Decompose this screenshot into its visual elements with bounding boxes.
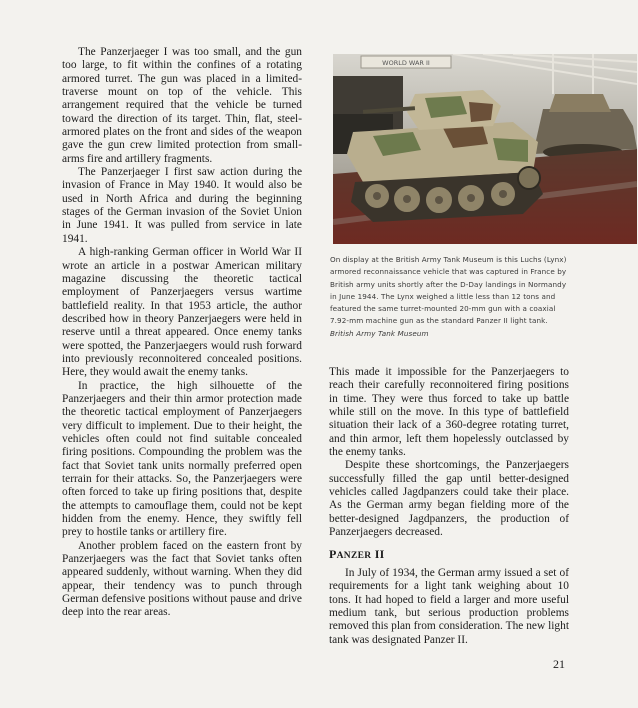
paragraph: Despite these shortcomings, the Panzerjaegers successfully filled the gap until better-designed vehicles called Jagdpanzers could take their place. As the German army began fielding more of the better-designed Jagdpanzers, the production of Panzerjaegers decreased.	[329, 459, 569, 539]
heading-small-caps: ANZER	[336, 551, 372, 562]
museum-sign-text: WORLD WAR II	[382, 59, 430, 67]
tank-photo	[333, 54, 637, 244]
paragraph: Another problem faced on the eastern front by Panzerjaegers was the fact that Soviet tanks often appeared suddenly, without warning. When they did appear, their tendency was to punch through German defensive positions without pause and drive deep into the rear areas.	[62, 539, 302, 619]
heading-initial: P	[329, 547, 337, 562]
paragraph: In practice, the high silhouette of the Panzerjaegers and their thin armor protection made the theoretic tactical employment of Panzerjaegers very difficult to implement. Due to their height, the vehicles often could not find suitable concealed firing positions. Compounding the problem was the fact that Soviet tank units normally preferred open terrain for their attacks. So, the Panzerjaegers were often forced to take up firing positions that, despite the attempts to camouflage them, could not be kept hidden from the enemy. Hence, they swiftly fell prey to hostile tanks or artillery fire.	[62, 379, 302, 539]
paragraph: The Panzerjaeger I first saw action during the invasion of France in May 1940. It would also be used in North Africa and during the beginning stages of the German invasion of the Soviet Union in June 1941. It was pulled from service in late 1941.	[62, 166, 302, 245]
right-text-column	[329, 366, 569, 647]
paragraph: In July of 1934, the German army issued a set of requirements for a light tank weighing about 10 tons. It had hoped to field a larger and more useful medium tank, but serious production problems removed this plan from consideration. The new light tank was designated Panzer II.	[329, 566, 569, 646]
caption-credit: British Army Tank Museum	[330, 328, 429, 338]
luchs-tank-illustration	[333, 54, 637, 244]
heading-numeral: II	[371, 547, 385, 562]
paragraph: A high-ranking German officer in World War II wrote an article in a postwar American military magazine discussing the theoretic tactical employment of Panzerjaegers versus wartime battlefield reality. In that 1953 article, the author described how in theory Panzerjaegers were held in reserve until a threat appeared. Once enemy tanks were spotted, the Panzerjaegers would rush forward into previously reconnoitered concealed positions. Here, they would await the enemy tanks.	[62, 246, 302, 379]
paragraph: This made it impossible for the Panzerjaegers to reach their carefully reconnoitered firing positions in time. They were thus forced to take up battle while still on the move. In this type of battlefield situation their lack of a 360-degree rotating turret, and thin armor, left them hopelessly outclassed by the enemy tanks.	[329, 366, 569, 459]
page-number: 21	[553, 657, 565, 671]
left-text-column	[62, 46, 302, 620]
photo-caption	[330, 254, 570, 340]
paragraph: The Panzerjaeger I was too small, and the gun too large, to fit within the confines of a rotating armored turret. The gun was placed in a limited-traverse mount on top of the vehicle. This arrangement required that the vehicle be turned toward the direction of its target. Thin, flat, steel-armored plates on the front and sides of the weapon gave the gun crew limited protection from small-arms fire and artillery fragments.	[62, 46, 302, 165]
caption-text: On display at the British Army Tank Museum is this Luchs (Lynx) armored reconnaissance vehicle that was captured in France by British army units shortly after the D-Day landings in Normandy in June 1944. The Lynx weighed a little less than 12 tons and featured the same turret-mounted 20-mm gun with a coaxial 7.92-mm machine gun as the standard Panzer II light tank.	[330, 255, 567, 326]
section-heading	[329, 548, 569, 563]
